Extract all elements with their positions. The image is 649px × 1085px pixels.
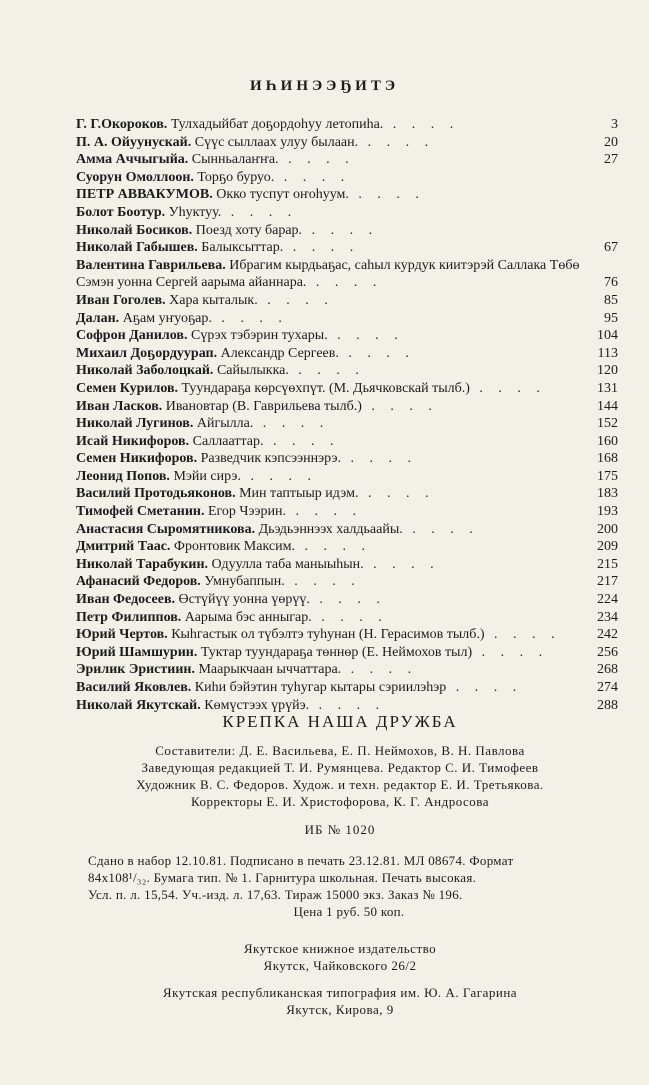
toc-entry [76, 292, 620, 310]
toc-entry [76, 591, 620, 609]
toc-work-title: Сайылыкка. [216, 363, 289, 379]
toc-work-title: Мэйи сирэ. [173, 468, 241, 484]
toc-work-title: Аарыма бэс анныгар. [184, 609, 312, 625]
toc-entry-text [76, 573, 581, 591]
toc-author: Анастасия Сыромятникова. [76, 521, 256, 537]
tech-line-2: 84х108¹/₃₂. Бумага тип. № 1. Гарнитура школьная. Печать высокая. [88, 870, 477, 885]
toc-entry [76, 380, 620, 398]
toc-entry [76, 134, 620, 152]
toc-entry [76, 521, 620, 539]
toc-entry-text [76, 609, 581, 627]
toc-work-title: Александр Сергеев. [220, 345, 339, 361]
toc-work-title: Дьэдьэннээх халдьаайы. [258, 521, 403, 537]
toc-entry [76, 433, 620, 451]
toc-entry [76, 345, 620, 363]
toc-entry-text [76, 292, 581, 310]
toc-leader-dots: . . . . [306, 275, 383, 291]
toc-page-number: 76 [604, 275, 618, 291]
toc-page-number: 144 [597, 398, 618, 414]
toc-entry-text [76, 327, 581, 345]
toc-work-title: Киһи бэйэтин туһугар кытары сэриилэһэр [194, 680, 447, 695]
ib-number: ИБ № 1020 [304, 822, 376, 837]
toc-author: Юрий Шамшурин. [76, 644, 198, 660]
toc-entry-text [76, 310, 581, 328]
publisher-address: Якутск, Чайковского 26/2 [263, 958, 417, 973]
toc-author: Г. Г.Окороков. [76, 117, 168, 132]
toc-entry-text [76, 556, 581, 574]
publisher-block [60, 940, 620, 974]
toc-work-title: Одуулла таба маныыһын. [211, 556, 364, 572]
toc-leader-dots: . . . . [358, 134, 435, 150]
toc-leader-dots: . . . . [294, 539, 371, 555]
toc-work-title: Саллааттар. [192, 433, 264, 449]
toc-author: Николай Босиков. [76, 222, 193, 238]
toc-entry [76, 169, 620, 187]
toc-entry [76, 222, 620, 240]
toc-entry-text [76, 222, 581, 240]
toc-work-title: Туктар туундараҕа төннөр (Е. Неймохов тыл) [200, 644, 473, 660]
toc-work-title: Мин таптыыр идэм. [239, 486, 359, 502]
toc-page-number: 27 [604, 152, 618, 168]
toc-page-number: 3 [611, 117, 618, 132]
toc-entry-text [76, 398, 581, 416]
toc-author: Николай Лугинов. [76, 416, 194, 432]
toc-entry-text [76, 485, 581, 503]
toc-leader-dots: . . . . [341, 451, 418, 467]
toc-entry [76, 257, 620, 292]
toc-entry [76, 609, 620, 627]
toc-page-number: 160 [597, 433, 618, 449]
toc-entry-text [76, 521, 581, 539]
tech-line-3: Усл. п. л. 15,54. Уч.-изд. л. 17,63. Тираж 15000 экз. Заказ № 196. [88, 887, 463, 902]
toc-entry [76, 556, 620, 574]
toc-entry [76, 538, 620, 556]
toc-leader-dots: . . . . [348, 187, 425, 203]
toc-page-number: 217 [597, 574, 618, 590]
toc-author: Николай Якутскай. [76, 697, 201, 713]
toc-entry-text [76, 503, 581, 521]
toc-page-number: 268 [597, 662, 618, 678]
toc-entry-text [76, 450, 581, 468]
toc-entry-text [76, 362, 581, 380]
toc-leader-dots: . . . . [472, 644, 549, 660]
toc-page-number: 274 [597, 680, 618, 695]
toc-leader-dots: . . . . [240, 468, 317, 484]
toc-work-title: Хара кыталык. [169, 292, 258, 308]
correctors-line: Корректоры Е. И. Христофорова, К. Г. Андросова [190, 794, 490, 809]
toc-page-number: 95 [604, 310, 618, 326]
toc-work-title: Сүрэх тэбэрин тухары. [190, 328, 328, 344]
toc-page-number: 67 [604, 240, 618, 256]
toc-entry-text [76, 169, 581, 187]
toc-entry [76, 398, 620, 416]
toc-leader-dots: . . . . [278, 152, 355, 168]
toc-page-number: 242 [597, 627, 618, 643]
toc-leader-dots: . . . . [311, 609, 388, 625]
toc-page-number: 85 [604, 292, 618, 308]
toc-work-title: Тулхадыйбат доҕордоһуу летопиһа. [170, 117, 384, 132]
toc-page-number: 152 [597, 416, 618, 432]
toc-entry [76, 186, 620, 204]
toc-leader-dots: . . . . [361, 398, 438, 414]
toc-page-number: 215 [597, 556, 618, 572]
toc-entry [76, 573, 620, 591]
toc-author: Софрон Данилов. [76, 328, 188, 344]
toc-leader-dots: . . . . [283, 240, 360, 256]
toc-heading: ИҺИНЭЭҔИТЭ [249, 78, 400, 94]
toc-author: Тимофей Сметанин. [76, 504, 205, 520]
toc-leader-dots: . . . . [274, 169, 351, 185]
toc-work-title: Умнубаппын. [204, 574, 285, 590]
toc-entry-text [76, 433, 581, 451]
toc-leader-dots: . . . . [286, 504, 363, 520]
toc-author: Далан. [76, 310, 120, 326]
toc-page-number: 175 [597, 468, 618, 484]
toc-author: Болот Боотур. [76, 204, 166, 220]
compilers-line: Составители: Д. Е. Васильева, Е. П. Неймохов, В. Н. Павлова [155, 743, 525, 758]
toc-page-number: 256 [597, 644, 618, 660]
toc-entry-text [76, 538, 581, 556]
toc-work-title: Өстүйүү уонна үөрүү. [178, 592, 310, 608]
toc-entry [76, 204, 620, 222]
toc-work-title: Көмүстээх үрүйэ. [204, 697, 310, 713]
toc-entry-text [76, 257, 581, 292]
tech-line-1: Сдано в набор 12.10.81. Подписано в печать 23.12.81. МЛ 08674. Формат [88, 853, 514, 868]
toc-page-number: 131 [597, 380, 618, 396]
toc-entry [76, 661, 620, 679]
toc-entry-text [76, 345, 581, 363]
toc-leader-dots: . . . . [288, 363, 365, 379]
toc-author: Амма Аччыгыйа. [76, 152, 189, 168]
toc-page-number: 200 [597, 521, 618, 537]
toc-author: П. А. Ойуунускай. [76, 134, 192, 150]
toc-work-title: Кыһгастык ол түбэлтэ туһунан (Н. Герасимов тылб.) [171, 627, 485, 643]
publication-details [88, 852, 610, 920]
toc-page-number: 183 [597, 486, 618, 502]
toc-page-number: 20 [604, 134, 618, 150]
toc-entry [76, 485, 620, 503]
toc-entry-text [76, 204, 581, 222]
toc-author: ПЕТР АВВАКУМОВ. [76, 187, 213, 203]
toc-entry [76, 468, 620, 486]
toc-author: Валентина Гаврильева. [76, 257, 226, 273]
toc-author: Семен Курилов. [76, 380, 179, 396]
toc-author: Николай Заболоцкай. [76, 363, 214, 379]
toc-author: Николай Тарабукин. [76, 556, 209, 572]
toc-author: Петр Филиппов. [76, 609, 182, 625]
toc-leader-dots: . . . . [263, 433, 340, 449]
toc-work-title: Туундараҕа көрсүөхпүт. (М. Дьячковскай тылб.) [181, 380, 470, 396]
toc-page-number: 209 [597, 539, 618, 555]
toc-work-title: Разведчик кэпсээннэрэ. [200, 451, 342, 467]
toc-author: Леонид Попов. [76, 468, 170, 484]
toc-entry-text [76, 661, 581, 679]
toc-work-title: Егор Чээрин. [207, 504, 287, 520]
toc-author: Иван Гоголев. [76, 292, 166, 308]
toc-work-title: Сынньалаҥҥа. [191, 152, 279, 168]
toc-entry-text [76, 239, 581, 257]
toc-leader-dots: . . . . [383, 117, 460, 132]
toc-leader-dots: . . . . [309, 592, 386, 608]
series-title: КРЕПКА НАША ДРУЖБА [222, 712, 458, 731]
publisher-name: Якутское книжное издательство [243, 941, 437, 956]
toc-page-number: 168 [597, 451, 618, 467]
toc-leader-dots: . . . . [221, 204, 298, 220]
toc-leader-dots: . . . . [469, 380, 546, 396]
toc-entry [76, 151, 620, 169]
toc-leader-dots: . . . . [309, 697, 386, 713]
toc-entry-text [76, 134, 581, 152]
toc-work-title: Поезд хоту барар. [195, 222, 303, 238]
toc-work-title: Уһуктуу. [168, 204, 222, 220]
toc-author: Михаил Доҕордуурап. [76, 345, 218, 361]
toc-author: Суорун Омоллоон. [76, 169, 194, 185]
toc-leader-dots: . . . . [402, 521, 479, 537]
table-of-contents [76, 116, 620, 714]
toc-leader-dots: . . . . [338, 345, 415, 361]
toc-entry-text [76, 591, 581, 609]
toc-page-number: 113 [597, 345, 618, 361]
toc-work-title: Окко туспут оҥоһуум. [216, 187, 349, 203]
toc-leader-dots: . . . . [257, 292, 334, 308]
toc-author: Василий Яковлев. [76, 680, 192, 695]
toc-entry-text [76, 644, 581, 662]
artist-line: Художник В. С. Федоров. Худож. и техн. редактор Е. И. Третьякова. [136, 777, 544, 792]
toc-author: Юрий Чертов. [76, 627, 168, 643]
toc-entry [76, 116, 620, 134]
toc-work-title: Ибрагим кырдьаҕас, саһыл курдук киитэрэй Саллака Төбө Сэмэн уонна Сергей аарыма айаннара. [76, 257, 580, 291]
toc-entry-text [76, 679, 581, 697]
toc-author: Иван Федосеев. [76, 592, 176, 608]
toc-work-title: Маарыкчаан ыччаттара. [198, 662, 342, 678]
toc-entry [76, 362, 620, 380]
toc-page-number: 234 [597, 609, 618, 625]
toc-leader-dots: . . . . [363, 556, 440, 572]
toc-entry [76, 644, 620, 662]
toc-entry [76, 503, 620, 521]
toc-page-number: 193 [597, 504, 618, 520]
toc-entry [76, 415, 620, 433]
toc-leader-dots: . . . . [327, 328, 404, 344]
toc-leader-dots: . . . . [284, 574, 361, 590]
toc-entry-text [76, 626, 581, 644]
printer-name: Якутская республиканская типография им. Ю. А. Гагарина [162, 985, 518, 1000]
toc-work-title: Аҕам уҥуоҕар. [122, 310, 212, 326]
toc-leader-dots: . . . . [341, 662, 418, 678]
toc-work-title: Ивановтар (В. Гаврильева тылб.) [165, 398, 362, 414]
toc-page-number: 104 [597, 328, 618, 344]
credits [60, 742, 620, 810]
toc-entry [76, 239, 620, 257]
toc-author: Афанасий Федоров. [76, 574, 201, 590]
toc-entry [76, 679, 620, 697]
toc-page-number: 224 [597, 592, 618, 608]
toc-entry-text [76, 415, 581, 433]
toc-entry-text [76, 186, 581, 204]
editors-line: Заведующая редакцией Т. И. Румянцева. Редактор С. И. Тимофеев [141, 760, 539, 775]
toc-work-title: Балыксыттар. [201, 240, 284, 256]
toc-entry-text [76, 468, 581, 486]
toc-leader-dots: . . . . [253, 416, 330, 432]
toc-page-number: 120 [597, 363, 618, 379]
toc-entry [76, 626, 620, 644]
toc-leader-dots: . . . . [446, 680, 523, 695]
toc-leader-dots: . . . . [211, 310, 288, 326]
toc-entry [76, 310, 620, 328]
toc-work-title: Сүүс сыллаах улуу былаан. [194, 134, 359, 150]
toc-author: Василий Протодьяконов. [76, 486, 236, 502]
toc-entry [76, 327, 620, 345]
toc-leader-dots: . . . . [484, 627, 561, 643]
price-line: Цена 1 руб. 50 коп. [293, 904, 405, 919]
printer-address: Якутск, Кирова, 9 [286, 1002, 394, 1017]
toc-author: Дмитрий Таас. [76, 539, 171, 555]
toc-leader-dots: . . . . [302, 222, 379, 238]
toc-entry-text [76, 380, 581, 398]
toc-page-number: 288 [597, 697, 618, 713]
toc-leader-dots: . . . . [358, 486, 435, 502]
printer-block [60, 984, 620, 1018]
toc-author: Иван Ласков. [76, 398, 163, 414]
toc-author: Николай Габышев. [76, 240, 198, 256]
toc-entry-text [76, 151, 581, 169]
toc-work-title: Фронтовик Максим. [173, 539, 295, 555]
toc-entry [76, 450, 620, 468]
toc-entry-text [76, 116, 581, 134]
toc-work-title: Торҕо буруо. [197, 169, 275, 185]
toc-work-title: Айгылла. [196, 416, 254, 432]
toc-author: Эрилик Эристиин. [76, 662, 195, 678]
toc-author: Семен Никифоров. [76, 451, 198, 467]
toc-author: Исай Никифоров. [76, 433, 190, 449]
